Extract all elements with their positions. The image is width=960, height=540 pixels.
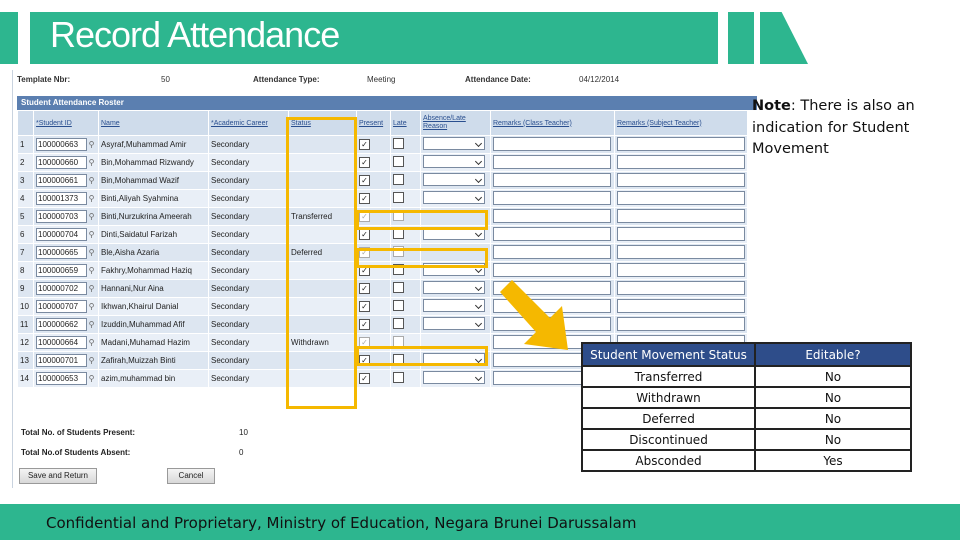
academic-career: Secondary (209, 316, 289, 334)
student-name: Izuddin,Muhammad Afif (99, 316, 209, 334)
lookup-icon[interactable]: ⚲ (88, 176, 95, 185)
late-checkbox[interactable] (393, 372, 404, 383)
present-cell (357, 280, 391, 298)
status-header-row (582, 343, 911, 366)
table-row (18, 298, 748, 316)
academic-career: Secondary (209, 226, 289, 244)
attendance-type-label: Attendance Type: (253, 75, 320, 84)
present-cell (357, 370, 391, 388)
remarks-class-field[interactable] (493, 173, 611, 187)
note-label: Note (752, 98, 791, 114)
present-checkbox[interactable]: ✓ (359, 301, 370, 312)
status-row (582, 429, 911, 450)
present-cell (357, 136, 391, 154)
present-checkbox: ✓ (359, 337, 370, 348)
remarks-subject-field[interactable] (617, 173, 745, 187)
lookup-icon[interactable]: ⚲ (88, 212, 95, 221)
banner-right-slant (760, 12, 808, 64)
remarks-subject-field[interactable] (617, 137, 745, 151)
late-checkbox[interactable] (393, 192, 404, 203)
status-editable: No (755, 366, 911, 387)
note-body: : There is also an indication for Student Movement (752, 98, 915, 157)
table-row (18, 280, 748, 298)
academic-career: Secondary (209, 244, 289, 262)
academic-career: Secondary (209, 370, 289, 388)
academic-career: Secondary (209, 352, 289, 370)
student-id-cell (34, 298, 99, 316)
lookup-icon[interactable]: ⚲ (88, 194, 95, 203)
student-id-field[interactable]: 100000663 (36, 138, 87, 151)
col-status[interactable]: Status (289, 111, 357, 136)
late-cell (391, 136, 421, 154)
late-checkbox[interactable] (393, 138, 404, 149)
attendance-date-value: 04/12/2014 (579, 75, 620, 84)
late-cell (391, 172, 421, 190)
absence-cell (421, 298, 491, 316)
status-name: Deferred (582, 408, 755, 429)
remarks-class-field[interactable] (493, 191, 611, 205)
late-cell (391, 154, 421, 172)
present-cell (357, 154, 391, 172)
student-name: azim,muhammad bin (99, 370, 209, 388)
student-id-cell (34, 208, 99, 226)
lookup-icon[interactable]: ⚲ (88, 140, 95, 149)
status-editable: No (755, 429, 911, 450)
student-id-cell (34, 352, 99, 370)
student-name: Bin,Mohammad Wazif (99, 172, 209, 190)
status-header-movement: Student Movement Status (582, 343, 755, 366)
absence-cell (421, 190, 491, 208)
status-name: Transferred (582, 366, 755, 387)
table-row (18, 154, 748, 172)
student-name: Fakhry,Mohammad Haziq (99, 262, 209, 280)
movement-status: Withdrawn (289, 334, 357, 352)
student-name: Binti,Aliyah Syahmina (99, 190, 209, 208)
col-absence-reason[interactable]: Absence/Late Reason (421, 111, 491, 136)
save-and-return-button[interactable]: Save and Return (19, 468, 97, 484)
row-number: 7 (18, 244, 34, 262)
status-row (582, 387, 911, 408)
academic-career: Secondary (209, 298, 289, 316)
present-checkbox[interactable]: ✓ (359, 193, 370, 204)
remarks-class-cell (491, 190, 615, 208)
student-name: Binti,Nurzukrina Ameerah (99, 208, 209, 226)
absence-reason-select[interactable] (423, 173, 485, 186)
status-header-editable: Editable? (755, 343, 911, 366)
absence-cell (421, 154, 491, 172)
row-12-highlight (356, 346, 488, 366)
late-cell (391, 316, 421, 334)
row-7-highlight (356, 248, 488, 268)
slide-title: Record Attendance (50, 14, 340, 55)
present-total-value: 10 (239, 428, 248, 437)
remarks-subject-cell (615, 244, 748, 262)
remarks-subject-cell (615, 262, 748, 280)
absence-reason-select[interactable] (423, 281, 485, 294)
lookup-icon[interactable]: ⚲ (88, 284, 95, 293)
student-id-cell (34, 262, 99, 280)
present-checkbox[interactable]: ✓ (359, 373, 370, 384)
remarks-class-field[interactable] (493, 137, 611, 151)
col-remarks-class[interactable]: Remarks (Class Teacher) (491, 111, 615, 136)
absence-cell (421, 316, 491, 334)
student-id-field[interactable]: 100000702 (36, 282, 87, 295)
remarks-subject-field[interactable] (617, 209, 745, 223)
absence-reason-select[interactable] (423, 317, 485, 330)
note-text (752, 96, 952, 161)
student-name: Asyraf,Muhammad Amir (99, 136, 209, 154)
student-name: Zafirah,Muizzah Binti (99, 352, 209, 370)
attendance-type-value: Meeting (367, 75, 396, 84)
lookup-icon[interactable]: ⚲ (88, 248, 95, 257)
remarks-subject-cell (615, 190, 748, 208)
academic-career: Secondary (209, 136, 289, 154)
absent-total-value: 0 (239, 448, 244, 457)
present-checkbox[interactable]: ✓ (359, 283, 370, 294)
lookup-icon[interactable]: ⚲ (88, 320, 95, 329)
remarks-subject-field[interactable] (617, 281, 745, 295)
student-id-cell (34, 190, 99, 208)
row-5-highlight (356, 210, 488, 230)
row-number: 4 (18, 190, 34, 208)
student-id-cell (34, 244, 99, 262)
absence-cell (421, 172, 491, 190)
student-id-field[interactable]: 100000665 (36, 246, 87, 259)
present-cell (357, 298, 391, 316)
student-id-field[interactable]: 100000707 (36, 300, 87, 313)
late-cell (391, 298, 421, 316)
footer-text: Confidential and Proprietary, Ministry of Education, Negara Brunei Darussalam (46, 514, 637, 532)
pointer-arrow-icon (498, 278, 578, 358)
remarks-subject-field[interactable] (617, 317, 745, 331)
status-name: Discontinued (582, 429, 755, 450)
late-checkbox[interactable] (393, 282, 404, 293)
roster-title: Student Attendance Roster (17, 96, 757, 110)
remarks-class-field[interactable] (493, 227, 611, 241)
absence-cell (421, 280, 491, 298)
present-checkbox: ✓ (359, 211, 370, 222)
row-number: 1 (18, 136, 34, 154)
late-cell (391, 280, 421, 298)
academic-career: Secondary (209, 190, 289, 208)
row-number: 2 (18, 154, 34, 172)
table-row (18, 136, 748, 154)
student-id-cell (34, 172, 99, 190)
absence-cell (421, 370, 491, 388)
col-student-id[interactable]: *Student ID (34, 111, 99, 136)
present-total-label: Total No. of Students Present: (21, 428, 136, 437)
student-name: Dinti,Saidatul Farizah (99, 226, 209, 244)
remarks-subject-field[interactable] (617, 227, 745, 241)
remarks-class-field[interactable] (493, 155, 611, 169)
remarks-class-field[interactable] (493, 263, 611, 277)
lookup-icon[interactable]: ⚲ (88, 158, 95, 167)
student-id-cell (34, 154, 99, 172)
remarks-subject-cell (615, 208, 748, 226)
student-id-field[interactable]: 100000662 (36, 318, 87, 331)
status-row (582, 408, 911, 429)
remarks-subject-cell (615, 298, 748, 316)
template-value: 50 (161, 75, 170, 84)
remarks-subject-field[interactable] (617, 263, 745, 277)
row-number: 10 (18, 298, 34, 316)
remarks-subject-field[interactable] (617, 155, 745, 169)
present-cell (357, 316, 391, 334)
late-checkbox[interactable] (393, 156, 404, 167)
table-row (18, 316, 748, 334)
row-number: 13 (18, 352, 34, 370)
student-id-cell (34, 136, 99, 154)
movement-status: Deferred (289, 244, 357, 262)
lookup-icon[interactable]: ⚲ (88, 356, 95, 365)
student-id-cell (34, 334, 99, 352)
student-name: Ble,Aisha Azaria (99, 244, 209, 262)
status-name: Absconded (582, 450, 755, 471)
academic-career: Secondary (209, 172, 289, 190)
remarks-subject-field[interactable] (617, 191, 745, 205)
roster-header-row (18, 111, 748, 136)
present-checkbox[interactable]: ✓ (359, 355, 370, 366)
academic-career: Secondary (209, 262, 289, 280)
student-id-field[interactable]: 100000664 (36, 336, 87, 349)
present-checkbox[interactable]: ✓ (359, 265, 370, 276)
remarks-class-cell (491, 226, 615, 244)
present-checkbox[interactable]: ✓ (359, 229, 370, 240)
present-cell (357, 172, 391, 190)
student-id-cell (34, 280, 99, 298)
status-editable: No (755, 387, 911, 408)
academic-career: Secondary (209, 208, 289, 226)
student-name: Hannani,Nur Aina (99, 280, 209, 298)
status-row (582, 366, 911, 387)
student-id-field[interactable]: 100000653 (36, 372, 87, 385)
student-id-field[interactable]: 100000701 (36, 354, 87, 367)
table-row (18, 172, 748, 190)
col-present[interactable]: Present (357, 111, 391, 136)
movement-status: Transferred (289, 208, 357, 226)
present-cell (357, 190, 391, 208)
status-name: Withdrawn (582, 387, 755, 408)
row-number: 14 (18, 370, 34, 388)
remarks-class-cell (491, 244, 615, 262)
row-number: 6 (18, 226, 34, 244)
remarks-subject-field[interactable] (617, 299, 745, 313)
absence-reason-select[interactable] (423, 371, 485, 384)
present-checkbox[interactable]: ✓ (359, 319, 370, 330)
status-row (582, 450, 911, 471)
late-checkbox[interactable] (393, 318, 404, 329)
student-name: Ikhwan,Khairul Danial (99, 298, 209, 316)
present-checkbox[interactable]: ✓ (359, 139, 370, 150)
remarks-class-field[interactable] (493, 209, 611, 223)
title-banner (0, 0, 960, 66)
student-id-field[interactable]: 100000659 (36, 264, 87, 277)
present-checkbox: ✓ (359, 247, 370, 258)
late-checkbox[interactable] (393, 174, 404, 185)
academic-career: Secondary (209, 154, 289, 172)
academic-career: Secondary (209, 334, 289, 352)
remarks-class-cell (491, 208, 615, 226)
movement-status-table (581, 342, 912, 472)
status-editable: Yes (755, 450, 911, 471)
absence-reason-select[interactable] (423, 155, 485, 168)
student-name: Madani,Muhamad Hazim (99, 334, 209, 352)
attendance-date-label: Attendance Date: (465, 75, 531, 84)
lookup-icon[interactable]: ⚲ (88, 338, 95, 347)
lookup-icon[interactable]: ⚲ (88, 374, 95, 383)
late-cell (391, 370, 421, 388)
student-id-field[interactable]: 100000704 (36, 228, 87, 241)
row-number: 12 (18, 334, 34, 352)
col-late[interactable]: Late (391, 111, 421, 136)
absence-cell (421, 136, 491, 154)
lookup-icon[interactable]: ⚲ (88, 302, 95, 311)
absent-total-label: Total No.of Students Absent: (21, 448, 131, 457)
remarks-subject-cell (615, 316, 748, 334)
template-label: Template Nbr: (17, 75, 71, 84)
student-id-field[interactable]: 100000660 (36, 156, 87, 169)
lookup-icon[interactable]: ⚲ (88, 266, 95, 275)
present-checkbox[interactable]: ✓ (359, 175, 370, 186)
late-cell (391, 190, 421, 208)
absence-reason-select[interactable] (423, 191, 485, 204)
remarks-subject-cell (615, 280, 748, 298)
remarks-subject-cell (615, 136, 748, 154)
student-id-cell (34, 316, 99, 334)
absence-reason-select[interactable] (423, 299, 485, 312)
student-id-field[interactable]: 100000703 (36, 210, 87, 223)
late-checkbox[interactable] (393, 300, 404, 311)
row-number: 8 (18, 262, 34, 280)
row-number: 3 (18, 172, 34, 190)
remarks-subject-field[interactable] (617, 245, 745, 259)
remarks-class-cell (491, 262, 615, 280)
absence-reason-select[interactable] (423, 137, 485, 150)
remarks-class-cell (491, 136, 615, 154)
student-id-field[interactable]: 100000661 (36, 174, 87, 187)
row-number: 5 (18, 208, 34, 226)
remarks-class-field[interactable] (493, 245, 611, 259)
remarks-subject-cell (615, 172, 748, 190)
col-career[interactable]: *Academic Career (209, 111, 289, 136)
student-id-cell (34, 226, 99, 244)
col-name[interactable]: Name (99, 111, 209, 136)
present-checkbox[interactable]: ✓ (359, 157, 370, 168)
banner-left-bar (0, 12, 18, 64)
student-id-cell (34, 370, 99, 388)
status-editable: No (755, 408, 911, 429)
banner-right-bar (728, 12, 754, 64)
col-num (18, 111, 34, 136)
status-column-highlight (286, 117, 357, 409)
remarks-subject-cell (615, 226, 748, 244)
remarks-subject-cell (615, 154, 748, 172)
col-remarks-subject[interactable]: Remarks (Subject Teacher) (615, 111, 748, 136)
student-id-field[interactable]: 100001373 (36, 192, 87, 205)
student-name: Bin,Mohammad Rizwandy (99, 154, 209, 172)
cancel-button[interactable]: Cancel (167, 468, 215, 484)
table-row (18, 190, 748, 208)
remarks-class-cell (491, 154, 615, 172)
academic-career: Secondary (209, 280, 289, 298)
remarks-class-cell (491, 172, 615, 190)
lookup-icon[interactable]: ⚲ (88, 230, 95, 239)
row-number: 11 (18, 316, 34, 334)
row-number: 9 (18, 280, 34, 298)
